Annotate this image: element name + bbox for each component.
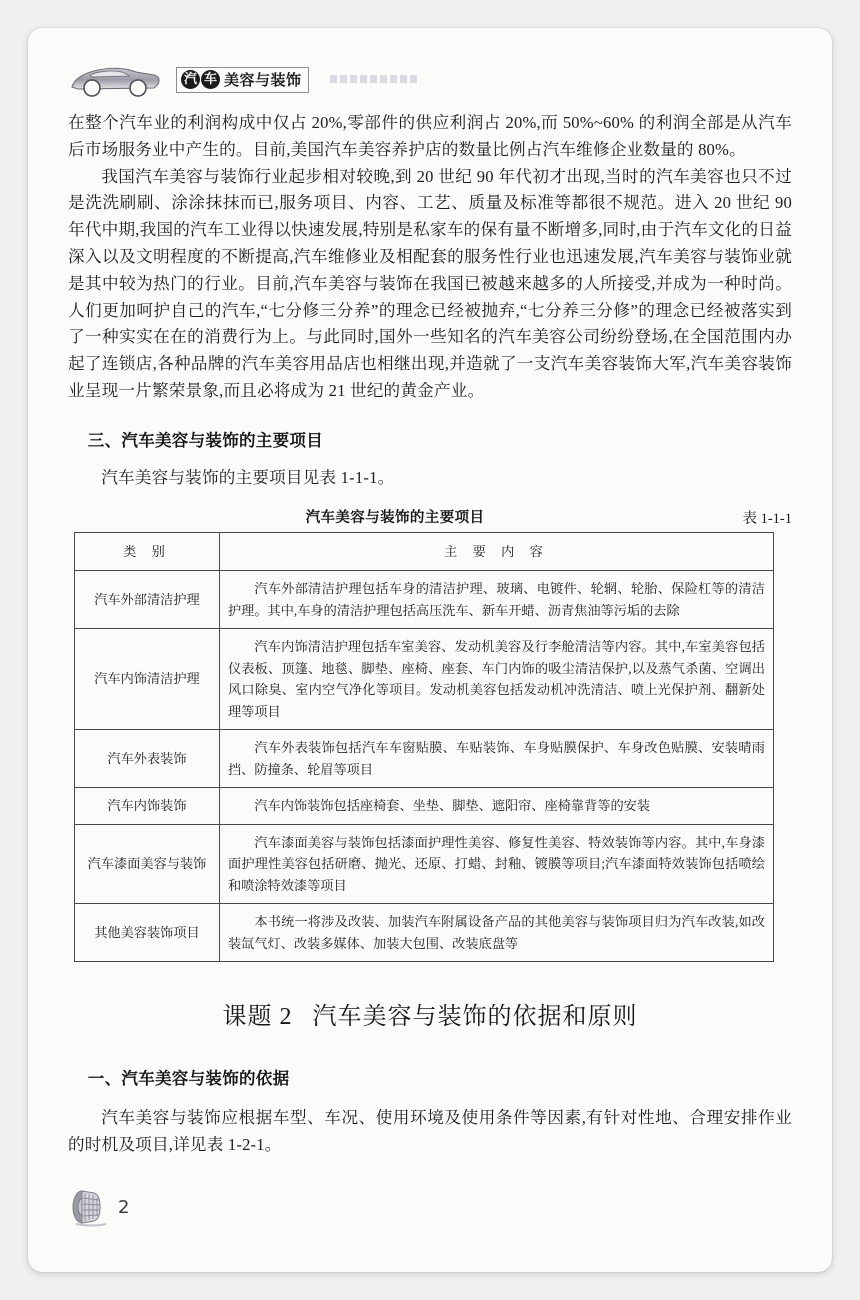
table-cell-content: 汽车内饰装饰包括座椅套、坐垫、脚垫、遮阳帘、座椅靠背等的安装	[220, 788, 774, 825]
page-content-area	[28, 28, 832, 1272]
table-row	[75, 571, 774, 629]
table-row	[75, 904, 774, 962]
table-cell-category: 汽车内饰装饰	[75, 788, 220, 825]
section-heading: 三、汽车美容与装饰的主要项目	[87, 430, 323, 450]
header-decoration-blocks	[330, 75, 417, 83]
page-footer	[68, 1186, 129, 1228]
table-number: 表 1-1-1	[742, 510, 792, 527]
header-title-box	[176, 67, 309, 93]
table-cell-content: 本书统一将涉及改装、加装汽车附属设备产品的其他美容与装饰项目归为汽车改装,如改装氙气灯、改装多媒体、加装大包围、改装底盘等	[220, 904, 774, 962]
sports-car-icon	[68, 64, 163, 98]
table-row	[75, 824, 774, 904]
table-cell-content: 汽车漆面美容与装饰包括漆面护理性美容、修复性美容、特效装饰等内容。其中,车身漆面护理性美容包括研磨、抛光、还原、打蜡、封釉、镀膜等项目;汽车漆面特效装饰包括喷绘和喷涂特效漆等项目	[220, 824, 774, 904]
running-header	[68, 64, 798, 98]
paragraph-2: 我国汽车美容与装饰行业起步相对较晚,到 20 世纪 90 年代初才出现,当时的汽车美容也只不过是洗洗刷刷、涂涂抹抹而已,服务项目、内容、工艺、质量及标准等都很不规范。进入 20 世纪 90 年代中期,我国的汽车工业得以快速发展,特别是私家车的保有量不断增多,同时,由于汽车文化的日益深入以及文明程度的不断提高,汽车维修业及相配套的服务性行业也迅速发展,汽车美容与装饰业就是其中较为热门的行业。目前,汽车美容与装饰在我国已被越来越多的人所接受,并成为一种时尚。人们更加呵护自己的汽车,“七分修三分养”的理念已经被抛弃,“七分养三分修”的理念已经被落实到了一种实实在在的消费行为上。与此同时,国外一些知名的汽车美容公司纷纷登场,在全国范围内办起了连锁店,各种品牌的汽车美容用品店也相继出现,并造就了一支汽车美容装饰大军,汽车美容装饰业呈现一片繁荣景象,而且必将成为 21 世纪的黄金产业。	[68, 166, 792, 400]
lesson-sub-heading: 一、汽车美容与装饰的依据	[87, 1069, 290, 1089]
table-cell-category: 汽车外部清洁护理	[75, 571, 220, 629]
header-char-1: 汽	[181, 70, 200, 89]
page-sheet	[28, 28, 832, 1272]
table-row	[75, 629, 774, 730]
main-projects-table	[74, 532, 774, 963]
lesson-title	[68, 996, 792, 1031]
paragraph-3: 汽车美容与装饰的主要项目见表 1-1-1。	[101, 467, 395, 487]
page-number: 2	[118, 1196, 130, 1218]
table-header-row	[75, 532, 774, 571]
paragraph-1: 在整个汽车业的利润构成中仅占 20%,零部件的供应利润占 20%,而 50%~60% 的利润全部是从汽车后市场服务业中产生的。目前,美国汽车美容养护店的数量比例占汽车维修企业数量的 80%。	[68, 113, 792, 159]
tire-icon	[68, 1186, 108, 1228]
table-cell-category: 汽车内饰清洁护理	[75, 629, 220, 730]
table-row	[75, 788, 774, 825]
lesson-title-main: 汽车美容与装饰的依据和原则	[312, 1004, 638, 1031]
lesson-title-prefix: 课题 2	[222, 1004, 293, 1031]
table-cell-category: 其他美容装饰项目	[75, 904, 220, 962]
table-cell-content: 汽车内饰清洁护理包括车室美容、发动机美容及行李舱清洁等内容。其中,车室美容包括仪表板、顶篷、地毯、脚垫、座椅、座套、车门内饰的吸尘清洁保护,以及蒸气杀菌、空调出风口除臭、室内空气净化等项目。发动机美容包括发动机冲洗清洁、喷上光保护剂、翻新处理等项目	[220, 629, 774, 730]
header-title-text: 美容与装饰	[224, 71, 302, 89]
table-caption-row	[68, 506, 792, 528]
table-cell-content: 汽车外表装饰包括汽车车窗贴膜、车贴装饰、车身贴膜保护、车身改色贴膜、安装晴雨挡、防撞条、轮眉等项目	[220, 730, 774, 788]
table-cell-category: 汽车外表装饰	[75, 730, 220, 788]
table-caption: 汽车美容与装饰的主要项目	[305, 509, 485, 526]
main-text-column	[68, 110, 792, 1159]
table-cell-content: 汽车外部清洁护理包括车身的清洁护理、玻璃、电镀件、轮辋、轮胎、保险杠等的清洁护理。其中,车身的清洁护理包括高压洗车、新车开蜡、沥青焦油等污垢的去除	[220, 571, 774, 629]
table-header-content: 主 要 内 容	[220, 532, 774, 571]
table-header-category: 类 别	[75, 532, 220, 571]
header-char-2: 车	[201, 70, 220, 89]
table-cell-category: 汽车漆面美容与装饰	[75, 824, 220, 904]
lesson-paragraph: 汽车美容与装饰应根据车型、车况、使用环境及使用条件等因素,有针对性地、合理安排作业的时机及项目,详见表 1-2-1。	[68, 1108, 792, 1154]
table-row	[75, 730, 774, 788]
